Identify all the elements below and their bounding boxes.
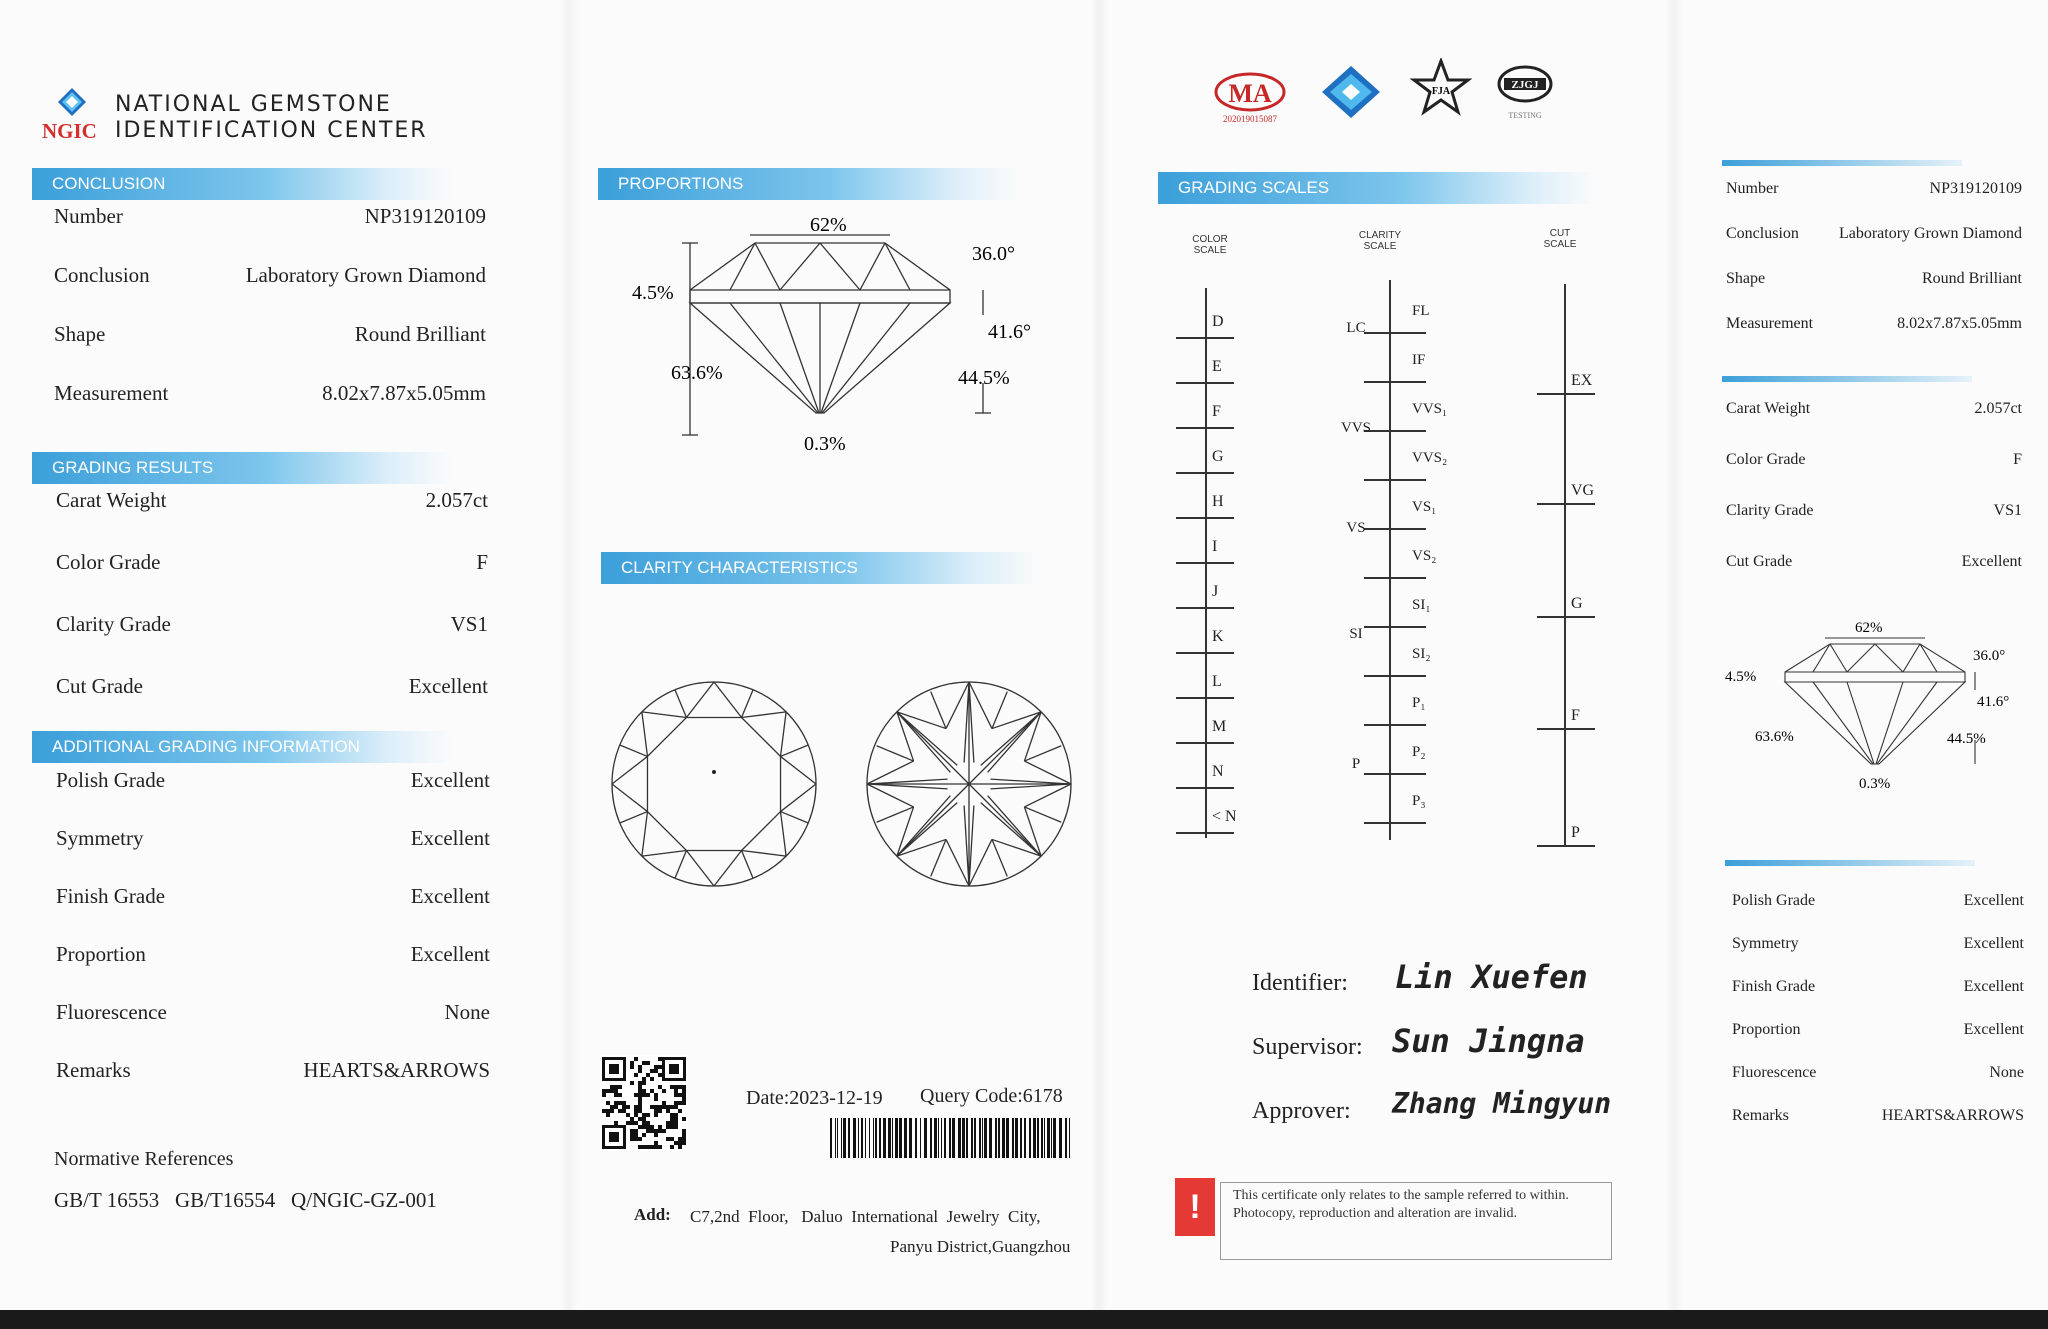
svg-text:44.5%: 44.5% (1947, 731, 1986, 747)
row-value: None (444, 1000, 490, 1024)
row-value: 2.057ct (425, 488, 488, 512)
scale-label: VS₂ (1412, 548, 1437, 564)
info-row (1726, 502, 2022, 520)
svg-text:ZJGJ: ZJGJ (1511, 79, 1539, 91)
info-row (56, 826, 490, 851)
row-label: Clarity Grade (1726, 502, 1814, 519)
zjgj-logo (1490, 62, 1560, 124)
row-label: Proportion (1732, 1021, 1801, 1038)
info-row (1732, 1107, 2024, 1125)
scale-label: FL (1412, 303, 1430, 319)
supervisor-signature: Sun Jingna (1392, 1022, 1585, 1060)
row-value: Excellent (410, 826, 490, 850)
additional-banner: ADDITIONAL GRADING INFORMATION (32, 731, 452, 763)
info-row (1726, 180, 2022, 198)
row-value: F (476, 550, 488, 574)
clarity-plot-crown (600, 670, 830, 900)
clarity-scale-heading: CLARITY SCALE (1358, 230, 1402, 252)
scale-label: J (1212, 583, 1219, 600)
info-row (1726, 553, 2022, 571)
row-label: Carat Weight (56, 488, 167, 512)
qr-code (600, 1055, 688, 1151)
svg-text:TESTING: TESTING (1508, 111, 1542, 120)
row-value: Excellent (410, 768, 490, 792)
info-row (1732, 1021, 2024, 1039)
row-value: 8.02x7.87x5.05mm (1897, 315, 2022, 332)
cma-logo (1210, 66, 1290, 128)
inclusion-mark (712, 770, 716, 774)
culet-percent: 0.3% (804, 433, 846, 455)
row-value: VS1 (1993, 502, 2022, 519)
row-value: VS1 (450, 612, 488, 636)
scale-label: N (1212, 763, 1224, 780)
scale-label: VVS₂ (1412, 450, 1448, 466)
row-label: Remarks (1732, 1107, 1789, 1124)
proportions-diagram (620, 215, 1060, 465)
info-row (56, 674, 488, 699)
summary-proportions-diagram (1725, 610, 2035, 800)
normative-heading: Normative References (54, 1148, 234, 1170)
row-label: Conclusion (54, 263, 150, 287)
notice-text: This certificate only relates to the sample referred to within. Photocopy, reproduction and alteration are invalid. (1220, 1182, 1612, 1260)
row-label: Number (1726, 180, 1779, 197)
svg-text:41.6°: 41.6° (1977, 694, 2010, 710)
cut-scale-heading: CUT SCALE (1543, 228, 1577, 250)
scale-label: IF (1412, 352, 1426, 368)
info-row (1726, 451, 2022, 469)
row-value: Excellent (408, 674, 488, 698)
row-label: Proportion (56, 942, 146, 966)
info-row (54, 322, 486, 347)
row-label: Measurement (54, 381, 169, 405)
row-value: None (1989, 1064, 2024, 1081)
scale-label: P₁ (1412, 695, 1426, 711)
info-row (56, 612, 488, 637)
row-label: Finish Grade (1732, 978, 1816, 995)
scale-label: P₃ (1412, 793, 1426, 809)
clarity-plot-pavilion (855, 670, 1085, 900)
identifier-signature: Lin Xuefen (1395, 958, 1588, 996)
row-label: Fluorescence (56, 1000, 167, 1024)
fja-star-icon (1410, 58, 1472, 120)
fold-line (560, 0, 578, 1310)
barcode (828, 1118, 1076, 1160)
row-label: Symmetry (1732, 935, 1799, 952)
info-row (56, 550, 488, 575)
row-label: Conclusion (1726, 225, 1799, 242)
fold-line (1090, 0, 1108, 1310)
color-scale-heading: COLOR SCALE (1192, 234, 1228, 256)
info-row (56, 1058, 490, 1083)
divider (1722, 160, 1962, 166)
scale-label: SI₁ (1412, 597, 1431, 613)
row-value: 2.057ct (1974, 400, 2022, 417)
row-value: Laboratory Grown Diamond (1838, 225, 2022, 242)
row-value: Excellent (410, 942, 490, 966)
svg-text:4.5%: 4.5% (1725, 669, 1757, 685)
info-row (56, 884, 490, 909)
scale-label: F (1571, 707, 1580, 724)
scale-label: P (1351, 756, 1361, 772)
address-line-2: Panyu District,Guangzhou (890, 1237, 1071, 1256)
scale-label: F (1212, 403, 1221, 420)
info-row (1726, 315, 2022, 333)
total-depth: 63.6% (671, 362, 723, 384)
info-row (56, 1000, 490, 1025)
info-row (1732, 892, 2024, 910)
crown-height: 4.5% (632, 282, 674, 304)
info-row (54, 263, 486, 288)
info-row (1732, 978, 2024, 996)
approver-label: Approver: (1252, 1098, 1351, 1124)
svg-text:NGIC: NGIC (42, 119, 97, 143)
crown-angle: 36.0° (972, 243, 1015, 265)
ngic-logo (42, 84, 112, 148)
ngic-mark-icon (1318, 64, 1384, 120)
row-value: 8.02x7.87x5.05mm (322, 381, 486, 405)
scale-label: VG (1571, 482, 1595, 499)
row-label: Number (54, 204, 123, 228)
scale-label: VVS₁ (1412, 401, 1448, 417)
scale-label: P₂ (1412, 744, 1426, 760)
info-row (1726, 225, 2022, 243)
row-label: Measurement (1726, 315, 1814, 332)
normative-refs: GB/T 16553 GB/T16554 Q/NGIC-GZ-001 (54, 1188, 437, 1212)
exclamation-icon: ! (1175, 1178, 1215, 1236)
row-label: Shape (1726, 270, 1766, 287)
scale-label: EX (1571, 372, 1593, 389)
scale-label: VS (1346, 520, 1366, 536)
scale-label: D (1212, 313, 1224, 330)
query-code: Query Code:6178 (920, 1085, 1063, 1107)
scale-label: L (1212, 673, 1222, 690)
header-title-1: NATIONAL GEMSTONE (115, 92, 392, 117)
row-label: Remarks (56, 1058, 131, 1082)
info-row (56, 942, 490, 967)
row-value: Round Brilliant (1922, 270, 2022, 287)
grading-results-banner: GRADING RESULTS (32, 452, 452, 484)
table-percent: 62% (810, 215, 847, 236)
row-label: Color Grade (56, 550, 161, 574)
scale-label: E (1212, 358, 1222, 375)
row-label: Shape (54, 322, 106, 346)
svg-text:202019015087: 202019015087 (1223, 114, 1277, 124)
clarity-banner: CLARITY CHARACTERISTICS (601, 552, 1041, 584)
svg-text:FJA: FJA (1431, 86, 1451, 97)
info-row (1726, 400, 2022, 418)
row-label: Color Grade (1726, 451, 1806, 468)
scale-label: G (1212, 448, 1224, 465)
supervisor-label: Supervisor: (1252, 1034, 1363, 1060)
row-label: Symmetry (56, 826, 144, 850)
row-value: Excellent (1963, 935, 2024, 952)
scale-label: VVS (1340, 420, 1372, 436)
certificate-date: Date:2023-12-19 (746, 1087, 883, 1109)
address-line-1: C7,2nd Floor, Daluo International Jewelry City, (690, 1207, 1041, 1226)
scale-label: VS₁ (1412, 499, 1437, 515)
grading-scales-banner: GRADING SCALES (1158, 172, 1598, 204)
row-value: Excellent (1961, 553, 2022, 570)
scale-label: P (1571, 824, 1580, 841)
info-row (1732, 935, 2024, 953)
row-value: Excellent (1963, 978, 2024, 995)
pavilion-depth: 44.5% (958, 367, 1010, 389)
row-value: Excellent (1963, 1021, 2024, 1038)
row-label: Fluorescence (1732, 1064, 1817, 1081)
info-row (1726, 270, 2022, 288)
row-label: Polish Grade (56, 768, 166, 792)
scale-label: G (1571, 595, 1583, 612)
proportions-banner: PROPORTIONS (598, 168, 1018, 200)
svg-text:62%: 62% (1855, 620, 1883, 636)
row-value: NP319120109 (1929, 180, 2022, 197)
divider (1725, 860, 1975, 866)
row-value: Laboratory Grown Diamond (245, 263, 486, 287)
row-value: HEARTS&ARROWS (1881, 1107, 2024, 1124)
svg-text:MA: MA (1228, 79, 1272, 108)
scale-label: < N (1212, 808, 1237, 825)
row-label: Finish Grade (56, 884, 166, 908)
conclusion-banner: CONCLUSION (32, 168, 452, 200)
approver-signature: Zhang Mingyun (1392, 1087, 1612, 1120)
scale-label: SI₂ (1412, 646, 1431, 662)
scale-label: SI (1349, 626, 1363, 642)
row-value: Excellent (1963, 892, 2024, 909)
address-label: Add: (634, 1205, 671, 1224)
row-value: F (2013, 451, 2022, 468)
row-value: NP319120109 (364, 204, 486, 228)
identifier-label: Identifier: (1252, 970, 1348, 996)
scale-label: K (1212, 628, 1224, 645)
ngic-diamond-icon (42, 84, 112, 144)
row-value: Round Brilliant (354, 322, 486, 346)
scale-label: LC (1346, 320, 1366, 336)
row-label: Carat Weight (1726, 400, 1811, 417)
divider (1722, 376, 1972, 382)
row-label: Clarity Grade (56, 612, 171, 636)
scale-label: I (1212, 538, 1218, 555)
grading-scales-chart (1170, 280, 1610, 850)
header-title-2: IDENTIFICATION CENTER (115, 118, 428, 143)
svg-text:36.0°: 36.0° (1973, 648, 2006, 664)
svg-text:63.6%: 63.6% (1755, 729, 1794, 745)
info-row (54, 204, 486, 229)
scale-label: M (1212, 718, 1227, 735)
row-label: Polish Grade (1732, 892, 1816, 909)
svg-text:0.3%: 0.3% (1859, 776, 1891, 792)
row-label: Cut Grade (56, 674, 143, 698)
fold-line (1665, 0, 1683, 1310)
row-value: HEARTS&ARROWS (303, 1058, 490, 1082)
info-row (56, 768, 490, 793)
info-row (56, 488, 488, 513)
scale-label: H (1212, 493, 1224, 510)
info-row (1732, 1064, 2024, 1082)
info-row (54, 381, 486, 406)
row-value: Excellent (410, 884, 490, 908)
row-label: Cut Grade (1726, 553, 1793, 570)
pavilion-angle: 41.6° (988, 321, 1031, 343)
